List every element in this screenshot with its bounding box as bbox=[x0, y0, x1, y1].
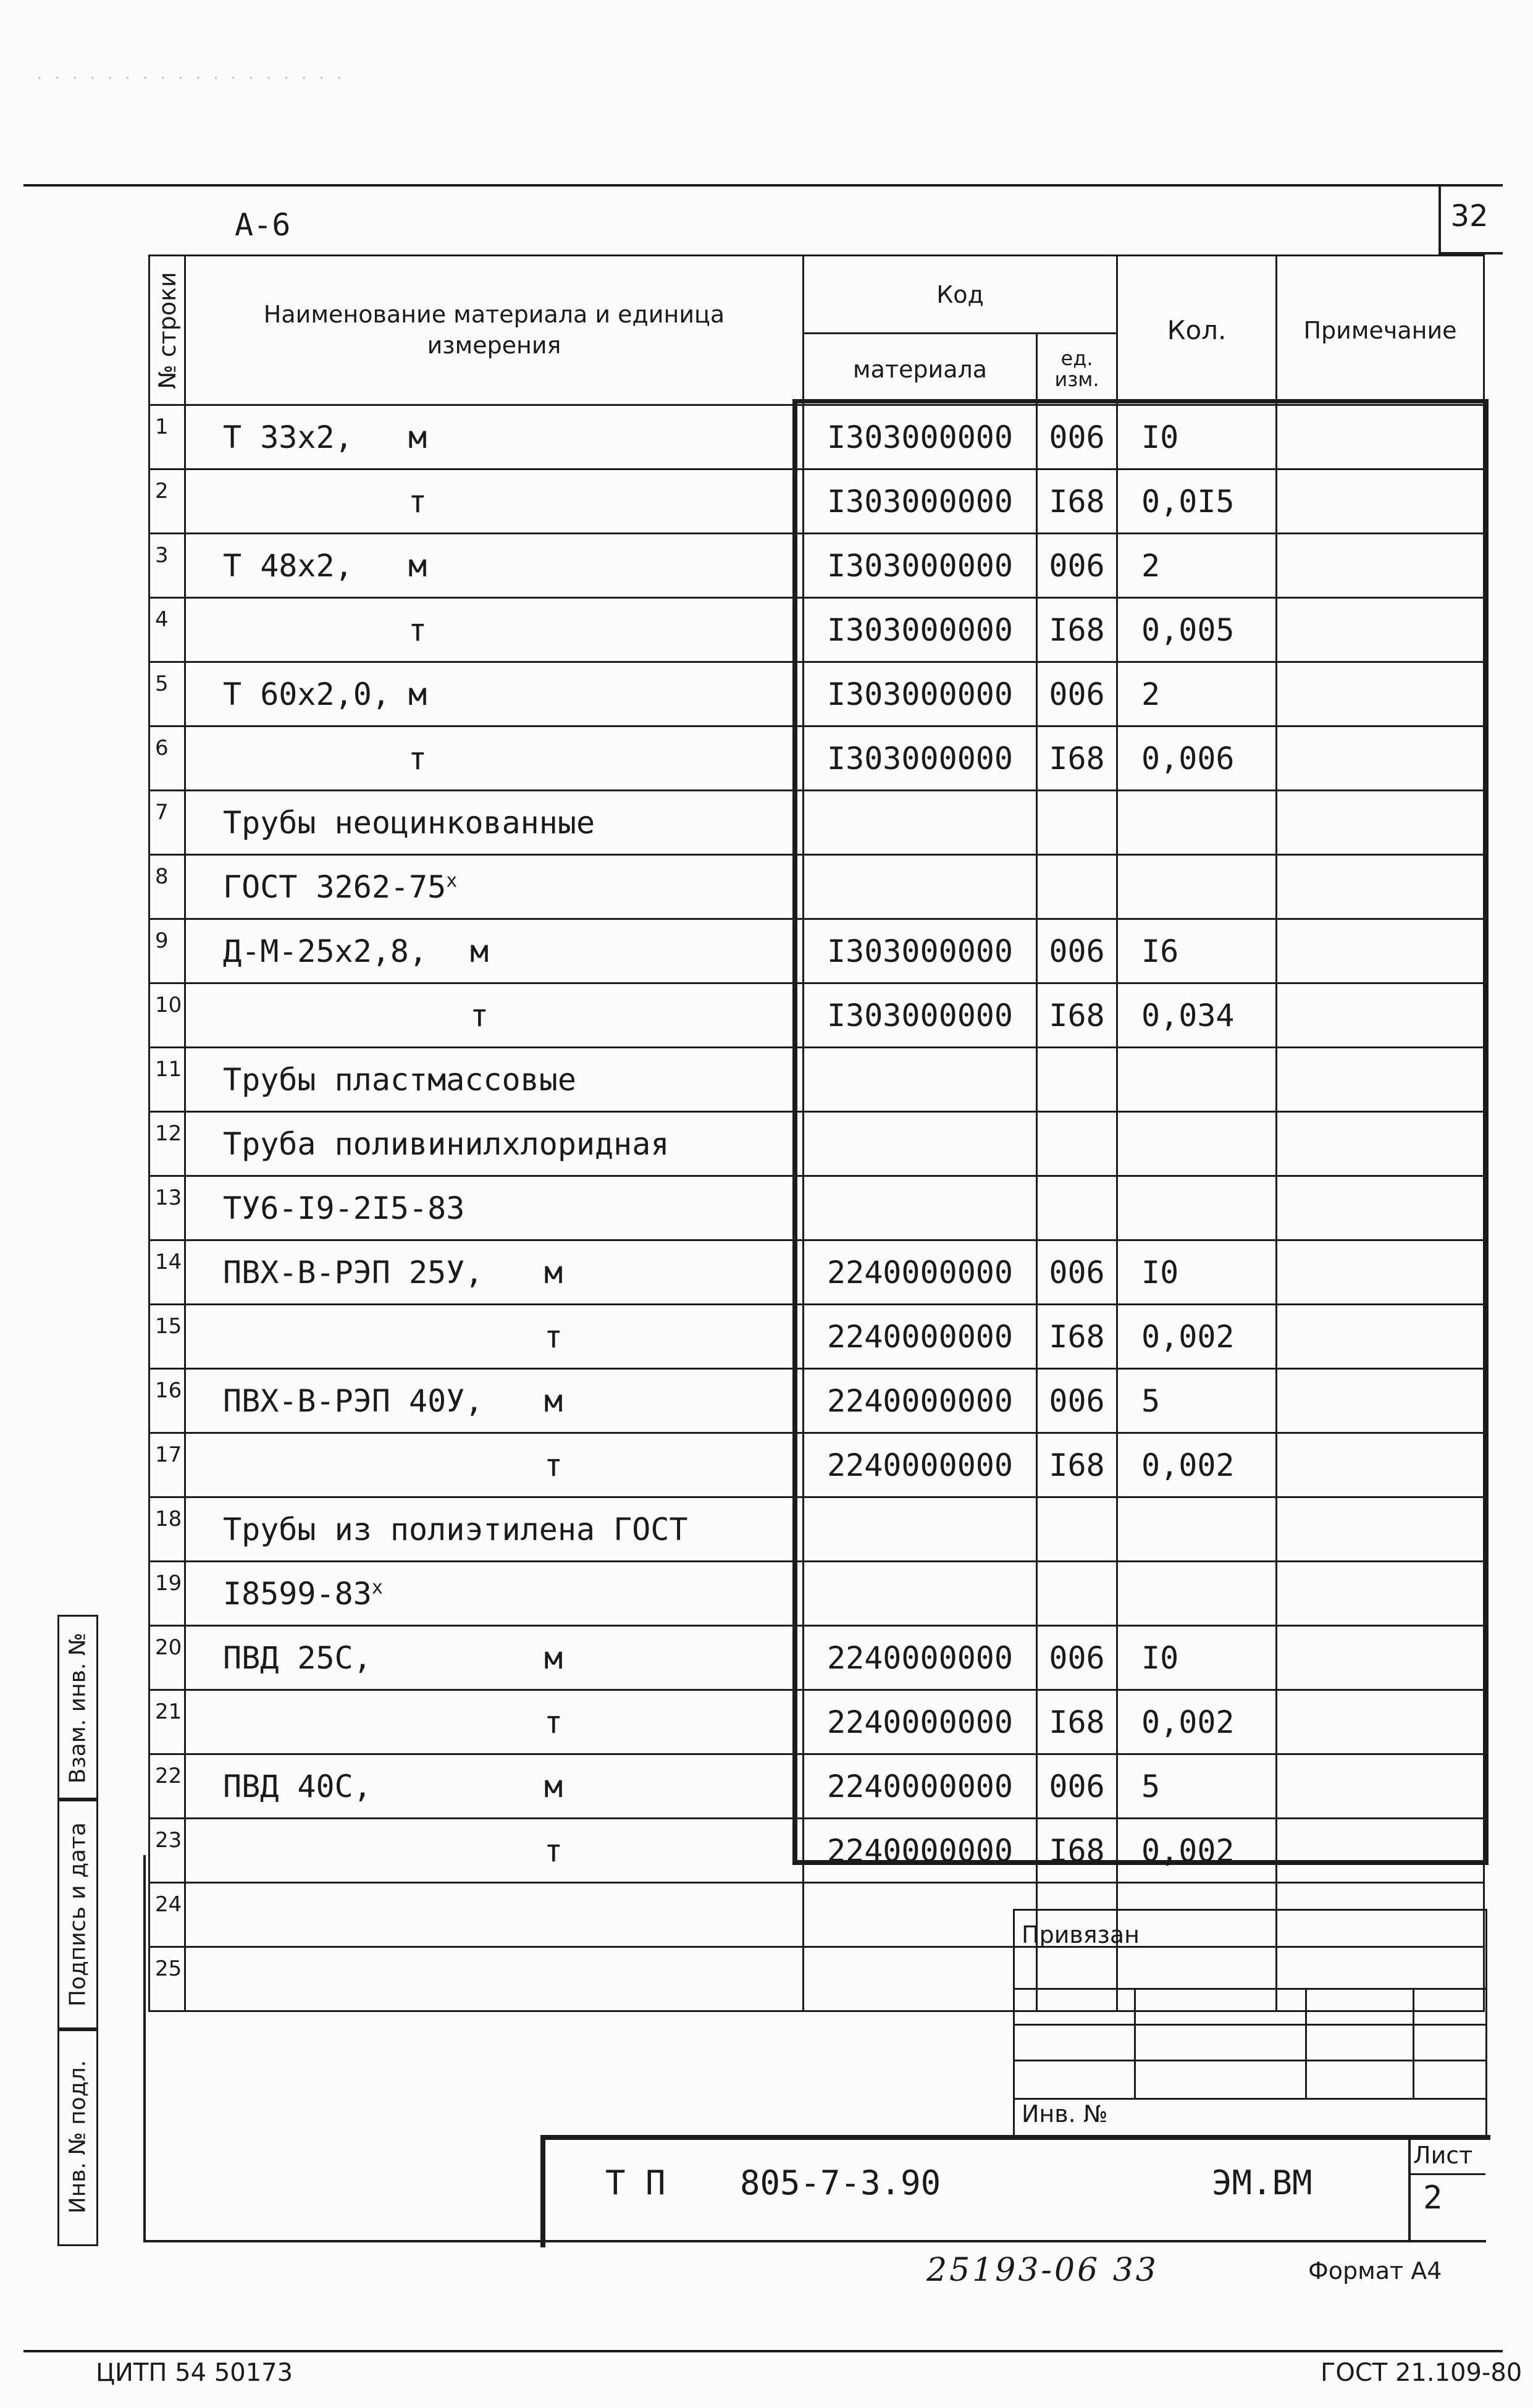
material-unit: м bbox=[408, 676, 427, 712]
row-number-header-label: № строки bbox=[153, 271, 181, 389]
material-code bbox=[804, 1497, 1037, 1562]
sheet-top-rule bbox=[23, 184, 1503, 187]
material-name-cell bbox=[185, 598, 804, 662]
binding-cell bbox=[1014, 1989, 1135, 2025]
material-unit: м bbox=[544, 1383, 563, 1419]
footer-right-text: ГОСТ 21.109-80 bbox=[1321, 2359, 1522, 2387]
unit-code: I68 bbox=[1037, 1305, 1117, 1369]
tp-label: Т П bbox=[605, 2163, 666, 2202]
row-number: 10 bbox=[149, 983, 185, 1048]
note-cell bbox=[1277, 1819, 1484, 1883]
material-name-cell bbox=[185, 855, 804, 919]
material-unit: т bbox=[544, 1704, 563, 1740]
material-code: 2240000000 bbox=[804, 1819, 1037, 1883]
material-name-cell bbox=[185, 1819, 804, 1883]
unit-code: 006 bbox=[1037, 1754, 1117, 1819]
table-row bbox=[149, 598, 1484, 662]
row-number: 8 bbox=[149, 855, 185, 919]
material-unit: м bbox=[544, 1640, 563, 1676]
material-code: 2240000000 bbox=[804, 1626, 1037, 1690]
side-strip bbox=[57, 1615, 140, 2242]
unit-code: 006 bbox=[1037, 1369, 1117, 1433]
row-number: 16 bbox=[149, 1369, 185, 1433]
table-row bbox=[149, 983, 1484, 1048]
quantity: 0,0I5 bbox=[1117, 469, 1277, 534]
code-group-header: Код bbox=[804, 256, 1117, 334]
note-cell bbox=[1277, 791, 1484, 855]
quantity: 0,006 bbox=[1117, 726, 1277, 791]
material-name-cell bbox=[185, 1626, 804, 1690]
footer-rule bbox=[23, 2350, 1503, 2352]
unit-code-header: ед. изм. bbox=[1037, 334, 1117, 405]
row-number: 5 bbox=[149, 662, 185, 726]
table-row bbox=[149, 919, 1484, 983]
table-row bbox=[149, 1048, 1484, 1112]
material-code: I303000000 bbox=[804, 469, 1037, 534]
format-label: Формат А4 bbox=[1308, 2257, 1442, 2284]
unit-code bbox=[1037, 855, 1117, 919]
unit-code: I68 bbox=[1037, 726, 1117, 791]
unit-code bbox=[1037, 791, 1117, 855]
material-name-cell bbox=[185, 983, 804, 1048]
note-cell bbox=[1277, 919, 1484, 983]
row-number: 11 bbox=[149, 1048, 185, 1112]
note-cell bbox=[1277, 1305, 1484, 1369]
table-row bbox=[149, 1433, 1484, 1497]
row-number: 22 bbox=[149, 1754, 185, 1819]
material-unit: т bbox=[544, 1833, 563, 1869]
material-name-cell bbox=[185, 1947, 804, 2011]
material-name: Т 60х2,0, bbox=[223, 676, 390, 712]
page-number: 32 bbox=[1450, 199, 1489, 234]
note-cell bbox=[1277, 1112, 1484, 1176]
table-row bbox=[149, 1562, 1484, 1626]
unit-code: 006 bbox=[1037, 534, 1117, 598]
binding-label: Привязан bbox=[1022, 1921, 1140, 1948]
row-number: 21 bbox=[149, 1690, 185, 1754]
material-name-cell bbox=[185, 1562, 804, 1626]
name-superscript: х bbox=[446, 869, 458, 891]
material-code bbox=[804, 791, 1037, 855]
note-cell bbox=[1277, 1562, 1484, 1626]
replace-inv-label: Взам. инв. № bbox=[65, 1632, 91, 1784]
material-name: Д-М-25х2,8, bbox=[223, 933, 428, 969]
stamp-left-rule bbox=[143, 1855, 146, 2241]
note-cell bbox=[1277, 1240, 1484, 1305]
material-name-cell bbox=[185, 1754, 804, 1819]
unit-code bbox=[1037, 1112, 1117, 1176]
quantity bbox=[1117, 1176, 1277, 1240]
material-name-cell bbox=[185, 919, 804, 983]
quantity bbox=[1117, 1048, 1277, 1112]
table-row bbox=[149, 1240, 1484, 1305]
binding-cell bbox=[1414, 2061, 1487, 2099]
row-number: 7 bbox=[149, 791, 185, 855]
row-number: 9 bbox=[149, 919, 185, 983]
material-code bbox=[804, 1562, 1037, 1626]
table-row bbox=[149, 662, 1484, 726]
material-code: 2240000000 bbox=[804, 1690, 1037, 1754]
material-code: 2240000000 bbox=[804, 1369, 1037, 1433]
table-row bbox=[149, 1112, 1484, 1176]
binding-cell bbox=[1135, 2025, 1306, 2061]
row-number: 25 bbox=[149, 1947, 185, 2011]
row-number: 4 bbox=[149, 598, 185, 662]
note-cell bbox=[1277, 1626, 1484, 1690]
row-number: 3 bbox=[149, 534, 185, 598]
quantity bbox=[1117, 791, 1277, 855]
material-code-header: материала bbox=[804, 334, 1037, 405]
name-header: Наименование материала и единица измерения bbox=[185, 256, 804, 405]
table-row bbox=[149, 726, 1484, 791]
sheet-code: А-6 bbox=[235, 207, 291, 243]
material-code: I303000000 bbox=[804, 726, 1037, 791]
unit-code: I68 bbox=[1037, 1819, 1117, 1883]
unit-code: 006 bbox=[1037, 405, 1117, 469]
material-unit: т bbox=[408, 741, 427, 777]
unit-code: 006 bbox=[1037, 919, 1117, 983]
note-cell bbox=[1277, 1369, 1484, 1433]
unit-code: 006 bbox=[1037, 1626, 1117, 1690]
material-code: I303000000 bbox=[804, 983, 1037, 1048]
binding-block bbox=[1013, 1909, 1485, 2137]
material-name-cell bbox=[185, 1883, 804, 1947]
binding-cell bbox=[1306, 2025, 1414, 2061]
quantity: 0,002 bbox=[1117, 1819, 1277, 1883]
material-code: 2240000000 bbox=[804, 1754, 1037, 1819]
material-name-cell bbox=[185, 405, 804, 469]
unit-code bbox=[1037, 1048, 1117, 1112]
material-name: ПВХ-В-РЭП 40У, bbox=[223, 1383, 484, 1419]
inv-orig-label: Инв. № подл. bbox=[65, 2060, 91, 2214]
quantity: I6 bbox=[1117, 919, 1277, 983]
quantity: 2 bbox=[1117, 534, 1277, 598]
name-superscript: х bbox=[371, 1576, 383, 1598]
binding-cell bbox=[1414, 2025, 1487, 2061]
binding-cell bbox=[1135, 2061, 1306, 2099]
material-code bbox=[804, 1883, 1037, 1947]
binding-cell bbox=[1414, 1989, 1487, 2025]
title-block bbox=[540, 2135, 1490, 2247]
material-code: I303000000 bbox=[804, 662, 1037, 726]
table-row bbox=[149, 405, 1484, 469]
material-name: Т 48х2, bbox=[223, 547, 353, 584]
material-code bbox=[804, 1048, 1037, 1112]
quantity bbox=[1117, 855, 1277, 919]
table-row bbox=[149, 791, 1484, 855]
material-name-cell bbox=[185, 1305, 804, 1369]
row-number: 20 bbox=[149, 1626, 185, 1690]
unit-code: 006 bbox=[1037, 662, 1117, 726]
row-number: 24 bbox=[149, 1883, 185, 1947]
unit-code: 006 bbox=[1037, 1240, 1117, 1305]
row-number: 15 bbox=[149, 1305, 185, 1369]
note-cell bbox=[1277, 598, 1484, 662]
quantity: 2 bbox=[1117, 662, 1277, 726]
material-code bbox=[804, 855, 1037, 919]
material-code: I303000000 bbox=[804, 405, 1037, 469]
material-code: I303000000 bbox=[804, 919, 1037, 983]
note-cell bbox=[1277, 405, 1484, 469]
material-code bbox=[804, 1112, 1037, 1176]
material-name: Трубы пластмассовые bbox=[223, 1061, 576, 1098]
row-number-header bbox=[149, 256, 185, 405]
note-cell bbox=[1277, 983, 1484, 1048]
material-unit: м bbox=[470, 933, 489, 969]
unit-code bbox=[1037, 1176, 1117, 1240]
material-name-cell bbox=[185, 1048, 804, 1112]
row-number: 2 bbox=[149, 469, 185, 534]
note-cell bbox=[1277, 1433, 1484, 1497]
sheet-label: Лист bbox=[1413, 2142, 1473, 2169]
row-number: 19 bbox=[149, 1562, 185, 1626]
material-unit: т bbox=[408, 612, 427, 648]
material-name-cell bbox=[185, 1497, 804, 1562]
note-cell bbox=[1277, 1690, 1484, 1754]
material-name-cell bbox=[185, 534, 804, 598]
quantity bbox=[1117, 1497, 1277, 1562]
material-name-cell bbox=[185, 1240, 804, 1305]
note-cell bbox=[1277, 855, 1484, 919]
table-row bbox=[149, 1176, 1484, 1240]
material-unit: м bbox=[544, 1769, 563, 1804]
binding-cell bbox=[1306, 2061, 1414, 2099]
unit-code: I68 bbox=[1037, 983, 1117, 1048]
material-name-cell bbox=[185, 1433, 804, 1497]
material-name: ПВД 25С, bbox=[223, 1640, 372, 1676]
unit-code: I68 bbox=[1037, 598, 1117, 662]
note-cell bbox=[1277, 1176, 1484, 1240]
quantity: 5 bbox=[1117, 1369, 1277, 1433]
material-name: ПВХ-В-РЭП 25У, bbox=[223, 1254, 484, 1290]
binding-inv-label: Инв. № bbox=[1022, 2100, 1108, 2128]
material-unit: м bbox=[408, 419, 427, 455]
material-code: 2240000000 bbox=[804, 1305, 1037, 1369]
sign-date-cell bbox=[57, 1798, 98, 2031]
material-name: Трубы из полиэтилена ГОСТ bbox=[223, 1511, 688, 1547]
materials-table bbox=[148, 255, 1485, 2012]
quantity: 0,034 bbox=[1117, 983, 1277, 1048]
material-code bbox=[804, 1176, 1037, 1240]
note-header: Примечание bbox=[1277, 256, 1484, 405]
table-row bbox=[149, 855, 1484, 919]
unit-code: I68 bbox=[1037, 1433, 1117, 1497]
material-name: Трубы неоцинкованные bbox=[223, 804, 595, 841]
replace-inv-cell bbox=[57, 1615, 98, 1801]
material-code bbox=[804, 1947, 1037, 2011]
unit-code bbox=[1037, 1562, 1117, 1626]
row-number: 1 bbox=[149, 405, 185, 469]
row-number: 6 bbox=[149, 726, 185, 791]
note-cell bbox=[1277, 534, 1484, 598]
row-number: 23 bbox=[149, 1819, 185, 1883]
binding-cell bbox=[1306, 1989, 1414, 2025]
binding-cell bbox=[1014, 2025, 1135, 2061]
row-number: 12 bbox=[149, 1112, 185, 1176]
material-name-cell bbox=[185, 791, 804, 855]
material-name-cell bbox=[185, 469, 804, 534]
quantity: I0 bbox=[1117, 405, 1277, 469]
row-number: 13 bbox=[149, 1176, 185, 1240]
table-row bbox=[149, 469, 1484, 534]
material-name: I8599-83 bbox=[223, 1575, 372, 1612]
tp-code: 805-7-3.90 bbox=[740, 2163, 941, 2202]
scan-noise-strip: · · · · · · · · · · · · · · · · · · bbox=[37, 69, 346, 88]
table-row bbox=[149, 534, 1484, 598]
material-unit: т bbox=[544, 1319, 563, 1355]
table-row bbox=[149, 1819, 1484, 1883]
footer-left-text: ЦИТП 54 50173 bbox=[96, 2359, 293, 2387]
table-body bbox=[149, 405, 1484, 2011]
material-unit: м bbox=[408, 548, 427, 584]
note-cell bbox=[1277, 1754, 1484, 1819]
quantity: 0,002 bbox=[1117, 1305, 1277, 1369]
unit-code: I68 bbox=[1037, 1690, 1117, 1754]
material-unit: м bbox=[544, 1255, 563, 1290]
material-name-cell bbox=[185, 1690, 804, 1754]
table-row bbox=[149, 1369, 1484, 1433]
row-number: 18 bbox=[149, 1497, 185, 1562]
note-cell bbox=[1277, 662, 1484, 726]
material-unit: т bbox=[408, 484, 427, 520]
material-name: Труба поливинилхлоридная bbox=[223, 1126, 670, 1162]
material-code: 2240000000 bbox=[804, 1240, 1037, 1305]
table-row bbox=[149, 1690, 1484, 1754]
quantity: 0,002 bbox=[1117, 1433, 1277, 1497]
row-number: 17 bbox=[149, 1433, 185, 1497]
material-code: 2240000000 bbox=[804, 1433, 1037, 1497]
material-name-cell bbox=[185, 1112, 804, 1176]
qty-header: Кол. bbox=[1117, 256, 1277, 405]
handwritten-number: 25193-06 33 bbox=[926, 2252, 1159, 2289]
quantity: I0 bbox=[1117, 1240, 1277, 1305]
material-name-cell bbox=[185, 1369, 804, 1433]
material-name-cell bbox=[185, 662, 804, 726]
material-name-cell bbox=[185, 1176, 804, 1240]
table-row bbox=[149, 1754, 1484, 1819]
sheet-box-divider bbox=[1408, 2173, 1485, 2175]
material-name-cell bbox=[185, 726, 804, 791]
note-cell bbox=[1277, 1048, 1484, 1112]
note-cell bbox=[1277, 469, 1484, 534]
binding-cell bbox=[1135, 1989, 1306, 2025]
quantity: I0 bbox=[1117, 1626, 1277, 1690]
material-code: I303000000 bbox=[804, 534, 1037, 598]
quantity bbox=[1117, 1562, 1277, 1626]
unit-code bbox=[1037, 1497, 1117, 1562]
binding-cell bbox=[1014, 2061, 1135, 2099]
unit-code: I68 bbox=[1037, 469, 1117, 534]
inv-orig-cell bbox=[57, 2027, 98, 2246]
sign-date-label: Подпись и дата bbox=[65, 1822, 91, 2007]
material-unit: т bbox=[544, 1447, 563, 1483]
material-name: ГОСТ 3262-75 bbox=[223, 869, 447, 905]
row-number: 14 bbox=[149, 1240, 185, 1305]
quantity: 0,005 bbox=[1117, 598, 1277, 662]
quantity: 5 bbox=[1117, 1754, 1277, 1819]
table-row bbox=[149, 1497, 1484, 1562]
table-row bbox=[149, 1626, 1484, 1690]
material-name: Т 33х2, bbox=[223, 419, 353, 455]
note-cell bbox=[1277, 726, 1484, 791]
material-name: ПВД 40С, bbox=[223, 1768, 372, 1804]
material-name: ТУ6-I9-2I5-83 bbox=[223, 1190, 465, 1226]
sheet-value: 2 bbox=[1423, 2179, 1443, 2216]
table-row bbox=[149, 1305, 1484, 1369]
material-code: I303000000 bbox=[804, 598, 1037, 662]
material-unit: т bbox=[470, 998, 489, 1034]
quantity bbox=[1117, 1112, 1277, 1176]
doc-code: ЭМ.ВМ bbox=[1212, 2163, 1312, 2202]
note-cell bbox=[1277, 1497, 1484, 1562]
quantity: 0,002 bbox=[1117, 1690, 1277, 1754]
